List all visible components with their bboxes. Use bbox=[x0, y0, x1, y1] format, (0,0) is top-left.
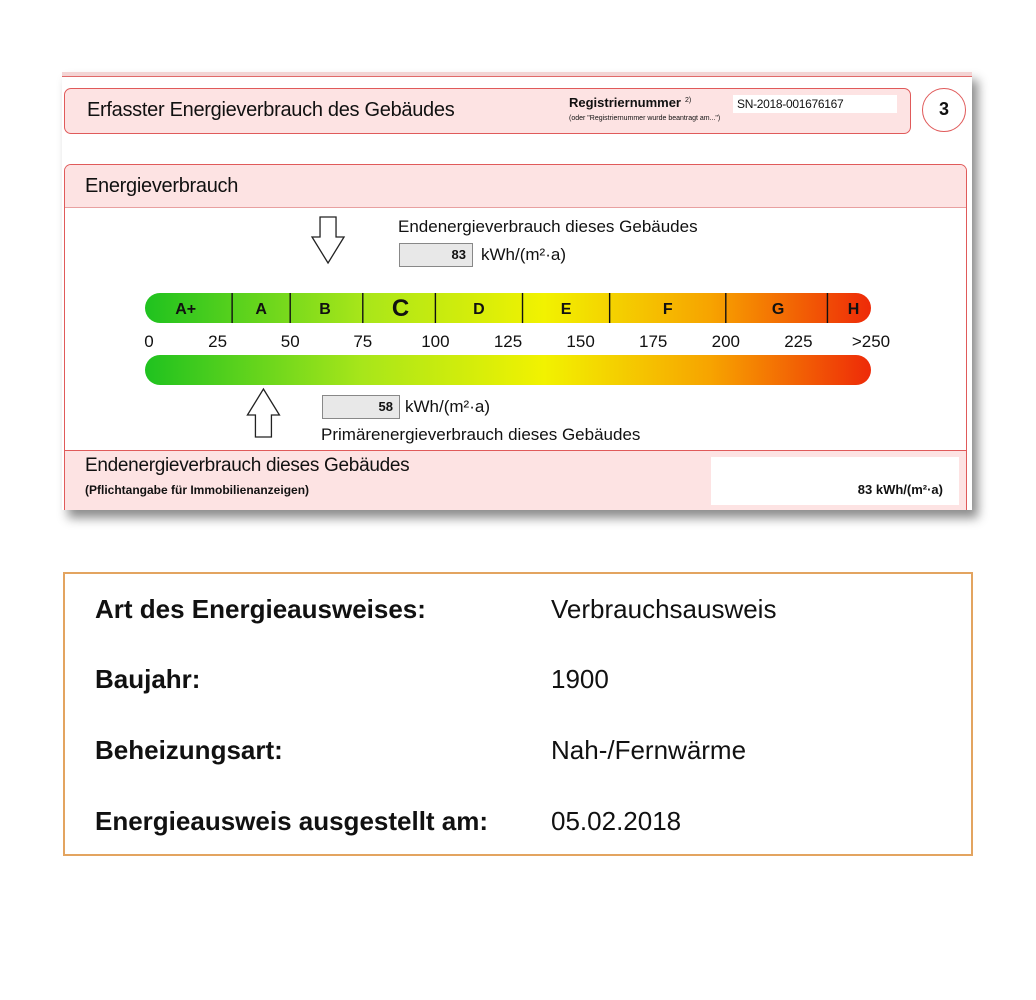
info-value-heating-type: Nah-/Fernwärme bbox=[551, 735, 747, 765]
scale-class-C: C bbox=[391, 295, 410, 322]
scale-tick-6: 150 bbox=[566, 332, 595, 351]
primary-energy-value: 58 bbox=[322, 395, 400, 419]
scale-tick-5: 125 bbox=[493, 332, 523, 351]
info-value-build-year: 1900 bbox=[551, 664, 609, 694]
certificate-header bbox=[64, 88, 911, 134]
final-energy-unit: kWh/(m²·a) bbox=[481, 245, 566, 264]
scale-tick-3: 75 bbox=[353, 332, 373, 351]
info-value-certificate-type: Verbrauchsausweis bbox=[551, 594, 777, 624]
mandatory-info-note: (Pflichtangabe für Immobilienanzeigen) bbox=[85, 483, 310, 497]
registration-number: SN-2018-001676167 bbox=[733, 95, 897, 113]
registration-footnote: 2) bbox=[684, 96, 692, 104]
energy-certificate bbox=[62, 72, 972, 510]
scale-class-Aplus: A+ bbox=[175, 301, 197, 318]
scale-tick-2: 50 bbox=[280, 332, 300, 351]
registration-label-text: Registriernummer bbox=[569, 95, 681, 110]
certificate-header-title: Erfasster Energieverbrauch des Gebäudes bbox=[87, 99, 455, 121]
property-info-box bbox=[63, 572, 973, 856]
scale-tick-8: 200 bbox=[711, 332, 740, 351]
mandatory-info-value-box bbox=[711, 457, 959, 505]
primary-energy-unit: kWh/(m²·a) bbox=[405, 397, 490, 416]
final-energy-arrow-icon bbox=[312, 217, 344, 263]
scale-tick-4: 100 bbox=[421, 332, 450, 351]
final-energy-label: Endenergieverbrauch dieses Gebäudes bbox=[398, 217, 698, 236]
registration-note: (oder "Registriernummer wurde beantragt am...") bbox=[569, 115, 721, 122]
mandatory-info-value: 83 kWh/(m²·a) bbox=[857, 482, 943, 497]
scale-class-G: G bbox=[771, 301, 785, 318]
scale-tick-10: >250 bbox=[851, 332, 891, 351]
energy-scale-graphic bbox=[65, 165, 967, 450]
primary-energy-arrow-icon bbox=[247, 389, 279, 437]
info-label-certificate-type: Art des Energieausweises: bbox=[95, 594, 426, 624]
page-number-badge: 3 bbox=[922, 88, 966, 132]
certificate-top-edge bbox=[62, 72, 972, 77]
info-label-build-year: Baujahr: bbox=[95, 664, 201, 694]
scale-class-H: H bbox=[847, 301, 860, 318]
info-value-issue-date: 05.02.2018 bbox=[551, 806, 682, 836]
info-label-issue-date: Energieausweis ausgestellt am: bbox=[95, 806, 489, 836]
scale-class-E: E bbox=[560, 301, 572, 318]
scale-tick-0: 0 bbox=[144, 332, 154, 351]
registration-label bbox=[569, 95, 691, 110]
info-label-heating-type: Beheizungsart: bbox=[95, 735, 283, 765]
scale-tick-9: 225 bbox=[784, 332, 813, 351]
scale-bar-top bbox=[145, 293, 871, 323]
primary-energy-label: Primärenergieverbrauch dieses Gebäudes bbox=[321, 425, 641, 444]
scale-tick-7: 175 bbox=[639, 332, 668, 351]
section-title: Energieverbrauch bbox=[85, 175, 239, 197]
mandatory-info-title: Endenergieverbrauch dieses Gebäudes bbox=[85, 455, 410, 476]
mandatory-info-section bbox=[65, 450, 967, 510]
scale-class-A: A bbox=[255, 301, 267, 318]
scale-class-B: B bbox=[319, 301, 331, 318]
energy-consumption-section bbox=[64, 164, 967, 510]
scale-class-D: D bbox=[473, 301, 485, 318]
scale-bar-bottom bbox=[145, 355, 871, 385]
scale-tick-1: 25 bbox=[208, 332, 228, 351]
final-energy-value: 83 bbox=[399, 243, 473, 267]
scale-class-F: F bbox=[662, 301, 673, 318]
